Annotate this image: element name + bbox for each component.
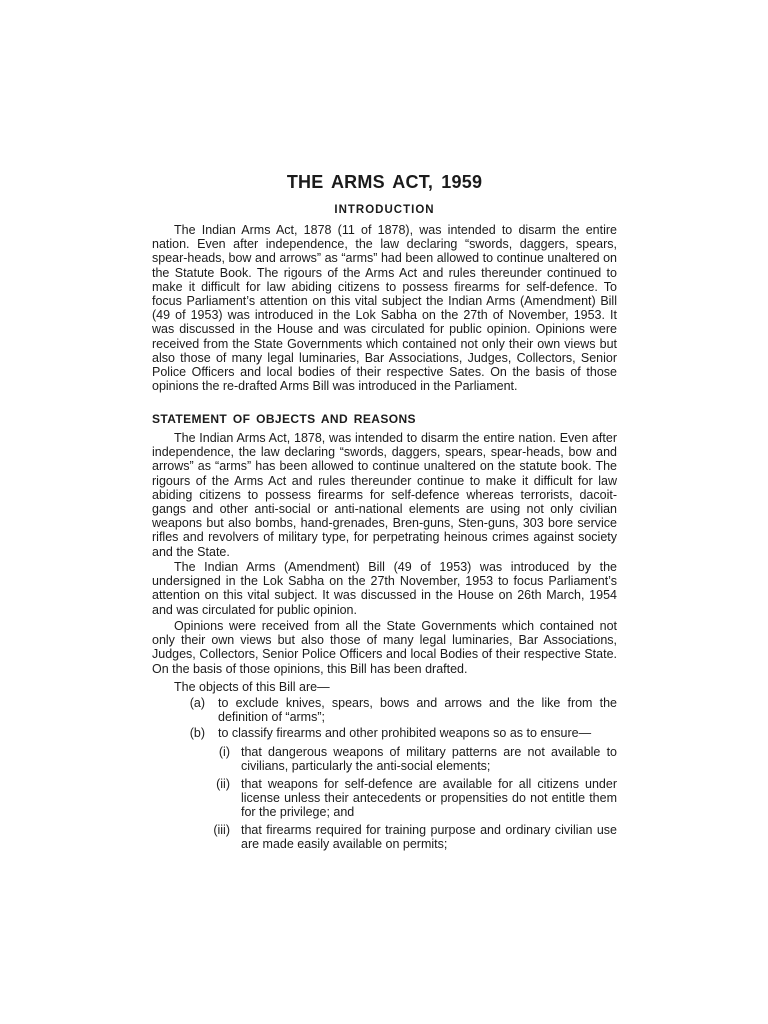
statement-paragraph-block-3	[152, 619, 617, 676]
list-item	[152, 726, 617, 742]
sub-list-item	[152, 777, 617, 821]
sub-list-item-label: (i)	[218, 745, 230, 759]
statement-paragraph: The Indian Arms (Amendment) Bill (49 of 1953) was introduced by the undersigned in the Lok Sabha on the 27th November, 1953 to focus Parliament’s attention on this vital subject. It was discussed in the House on 26th March, 1954 and was circulated for public opinion.	[152, 560, 617, 617]
document-title: THE ARMS ACT, 1959	[286, 172, 483, 192]
statement-heading: STATEMENT OF OBJECTS AND REASONS	[152, 412, 416, 426]
statement-paragraph: The Indian Arms Act, 1878, was intended to disarm the entire nation. Even after independence, the law declaring “swords, daggers, spears, spear-heads, bow and arrows” as “arms” has been allowed to continue unaltered on the statute book. The rigours of the Arms Act and rules thereunder continue to make it difficult for law abiding citizens to possess firearms for self-defence whereas terrorists, dacoit-gangs and other anti-social or anti-national elements are using not only civilian weapons but also bombs, hand-grenades, Bren-guns, Sten-guns, 303 bore service rifles and revolvers of military type, for perpetrating heinous crimes against society and the State.	[152, 431, 617, 559]
introduction-paragraph: The Indian Arms Act, 1878 (11 of 1878), was intended to disarm the entire nation. Even after independence, the law declaring “swords, daggers, spears, spear-heads, bow and arrows” as “arms” had been allowed to continue unaltered on the Statute Book. The rigours of the Arms Act and rules thereunder continued to make it difficult for law abiding citizens to possess firearms for self-defence. To focus Parliament’s attention on this vital subject the Indian Arms (Amendment) Bill (49 of 1953) was introduced in the Lok Sabha on the 27th of November, 1953. It was discussed in the House and was circulated for public opinion. Opinions were received from the State Governments which contained not only their own views but also those of many legal luminaries, Bar Associations, Judges, Collectors, Senior Police Officers and local bodies of their respective Sates. On the basis of those opinions the re-drafted Arms Bill was introduced in the Parliament.	[152, 223, 617, 394]
statement-paragraph-block-4	[152, 680, 617, 694]
statement-paragraph-block-1	[152, 431, 617, 559]
sub-list-item	[152, 745, 617, 775]
list-item-text: to exclude knives, spears, bows and arrows and the like from the definition of “arms”;	[218, 696, 617, 725]
sub-list-item-text: that firearms required for training purpose and ordinary civilian use are made easily available on permits;	[241, 823, 617, 852]
sub-list-item-label: (ii)	[216, 777, 230, 791]
sub-list-item-text: that weapons for self-defence are available for all citizens under license unless their antecedents or propensities do not entitle them for the privilege; and	[241, 777, 617, 820]
list-item-label: (a)	[189, 696, 205, 710]
sub-list-item	[152, 823, 617, 853]
statement-paragraph: Opinions were received from all the State Governments which contained not only their own views but also those of many legal luminaries, Bar Associations, Judges, Collectors, Senior Police Officers and local Bodies of their respective State. On the basis of those opinions, this Bill has been drafted.	[152, 619, 617, 676]
sub-list-item-label: (iii)	[213, 823, 230, 837]
sub-list-item-text: that dangerous weapons of military patterns are not available to civilians, particularly the anti-social elements;	[241, 745, 617, 774]
list-item	[152, 696, 617, 726]
introduction-paragraph-block	[152, 223, 617, 393]
statement-paragraph-block-2	[152, 560, 617, 617]
objects-intro: The objects of this Bill are—	[174, 680, 330, 694]
list-item-label: (b)	[189, 726, 205, 740]
introduction-heading: INTRODUCTION	[334, 204, 435, 216]
list-item-text: to classify firearms and other prohibited weapons so as to ensure—	[218, 726, 592, 740]
